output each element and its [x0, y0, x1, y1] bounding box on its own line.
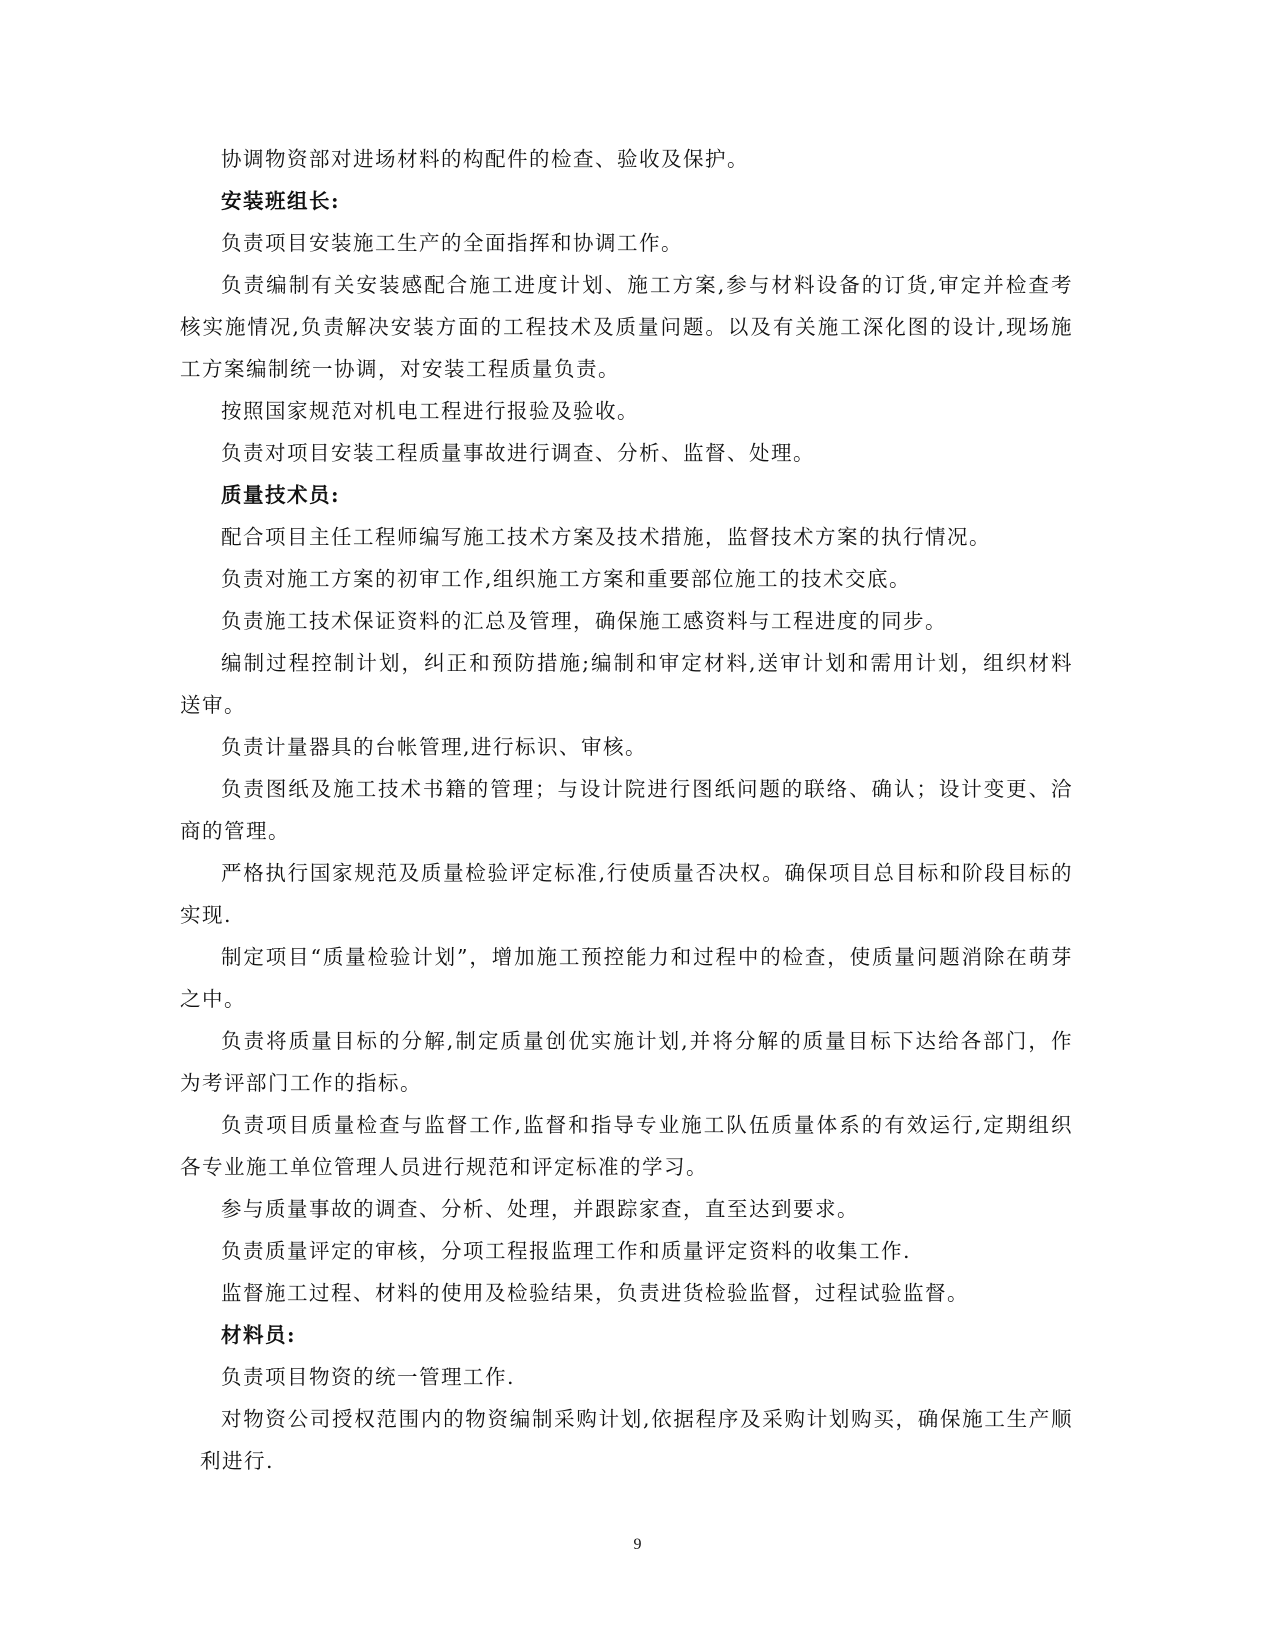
paragraph: 协调物资部对进场材料的构配件的检查、验收及保护。	[221, 147, 749, 171]
paragraph: 负责图纸及施工技术书籍的管理；与设计院进行图纸问题的联络、确认；设计变更、洽商的管理。	[180, 777, 1073, 843]
paragraph: 监督施工过程、材料的使用及检验结果，负责进货检验监督，过程试验监督。	[221, 1281, 969, 1305]
paragraph: 负责将质量目标的分解,制定质量创优实施计划,并将分解的质量目标下达给各部门，作为考评部门工作的指标。	[180, 1029, 1073, 1095]
paragraph: 负责施工技术保证资料的汇总及管理，确保施工感资料与工程进度的同步。	[221, 609, 947, 633]
paragraph: 负责质量评定的审核，分项工程报监理工作和质量评定资料的收集工作.	[221, 1239, 912, 1263]
section-heading-quality-technician: 质量技术员:	[221, 483, 341, 507]
paragraph: 制定项目“质量检验计划”，增加施工预控能力和过程中的检查，使质量问题消除在萌芽之中。	[180, 945, 1073, 1011]
paragraph: 负责项目安装施工生产的全面指挥和协调工作。	[221, 231, 683, 255]
paragraph: 负责项目物资的统一管理工作.	[221, 1365, 516, 1389]
paragraph: 严格执行国家规范及质量检验评定标准,行使质量否决权。确保项目总目标和阶段目标的实现.	[180, 861, 1073, 927]
paragraph: 按照国家规范对机电工程进行报验及验收。	[221, 399, 639, 423]
page-body	[180, 138, 1073, 1482]
paragraph: 负责编制有关安装感配合施工进度计划、施工方案,参与材料设备的订货,审定并检查考核实施情况,负责解决安装方面的工程技术及质量问题。以及有关施工深化图的设计,现场施工方案编制统一协调，对安装工程质量负责。	[180, 273, 1073, 381]
paragraph: 负责计量器具的台帐管理,进行标识、审核。	[221, 735, 648, 759]
paragraph: 负责项目质量检查与监督工作,监督和指导专业施工队伍质量体系的有效运行,定期组织各专业施工单位管理人员进行规范和评定标准的学习。	[180, 1113, 1073, 1179]
page-number: 9	[633, 1536, 642, 1553]
paragraph: 参与质量事故的调查、分析、处理，并跟踪家查，直至达到要求。	[221, 1197, 859, 1221]
paragraph: 编制过程控制计划，纠正和预防措施;编制和审定材料,送审计划和需用计划，组织材料送审。	[180, 651, 1073, 717]
paragraph: 负责对项目安装工程质量事故进行调查、分析、监督、处理。	[221, 441, 815, 465]
paragraph: 负责对施工方案的初审工作,组织施工方案和重要部位施工的技术交底。	[221, 567, 912, 591]
section-heading-installation-leader: 安装班组长:	[221, 189, 341, 213]
paragraph: 配合项目主任工程师编写施工技术方案及技术措施，监督技术方案的执行情况。	[221, 525, 991, 549]
section-heading-materials-clerk: 材料员:	[221, 1323, 297, 1347]
paragraph: 对物资公司授权范围内的物资编制采购计划,依据程序及采购计划购买，确保施工生产顺利进行.	[200, 1407, 1073, 1473]
